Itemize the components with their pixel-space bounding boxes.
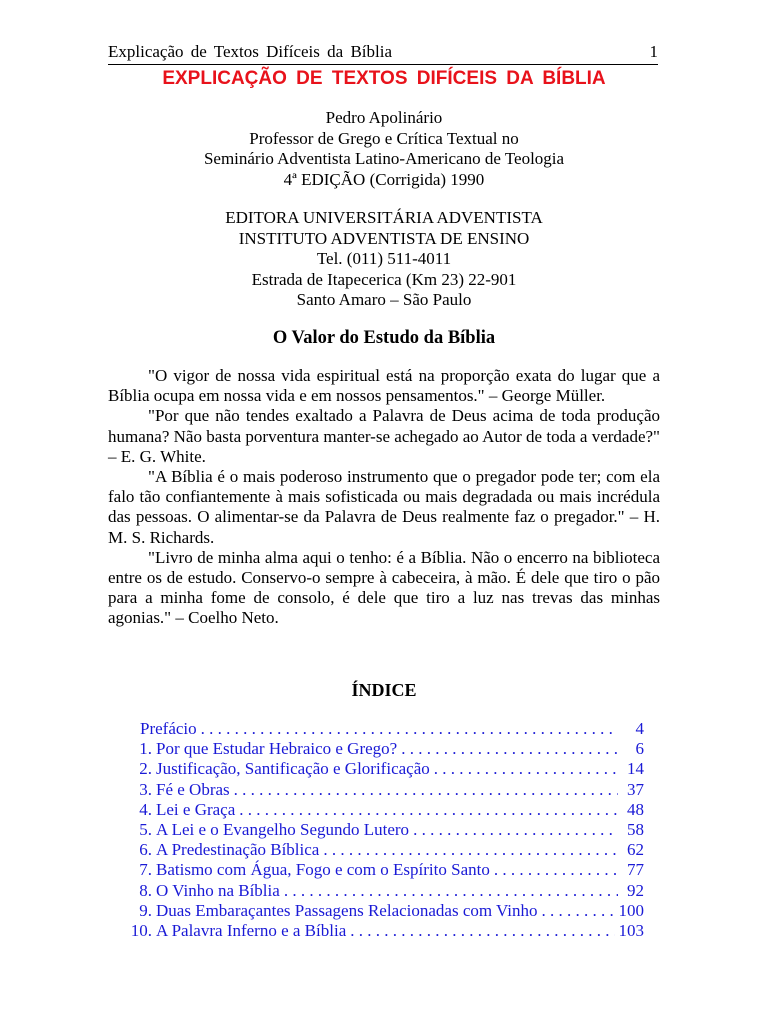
toc-entry-label: Lei e Graça [156, 799, 236, 819]
toc-entry-number: 2. [139, 759, 152, 779]
toc-leader-dots [323, 840, 618, 860]
toc-entry-number: 3. [139, 779, 152, 799]
toc-entry-page: 100 [618, 900, 644, 920]
institute-name: INSTITUTO ADVENTISTA DE ENSINO [238, 228, 530, 248]
toc-entry-prefacio[interactable] [128, 719, 644, 739]
author-block [0, 108, 768, 190]
toc-entry-page: 48 [627, 799, 644, 819]
toc-entry-number: 8. [139, 880, 152, 900]
toc-entry-10[interactable] [128, 921, 644, 941]
publisher-phone: Tel. (011) 511-4011 [316, 249, 452, 268]
author-institution: Seminário Adventista Latino-Americano de Teologia [203, 149, 565, 168]
author-name: Pedro Apolinário [325, 108, 443, 127]
toc-entry-page: 103 [618, 920, 644, 940]
toc-entry-page: 4 [635, 719, 644, 738]
toc-entry-label: A Lei e o Evangelho Segundo Lutero [156, 819, 410, 839]
toc-entry-page: 62 [627, 840, 644, 860]
toc-entry-page: 14 [627, 759, 644, 779]
toc-entry-label: A Palavra Inferno e a Bíblia [156, 920, 347, 940]
author-position: Professor de Grego e Crítica Textual no [249, 128, 519, 148]
toc-entry-3[interactable] [128, 780, 644, 800]
toc-entry-5[interactable] [128, 820, 644, 840]
index-title: ÍNDICE [351, 680, 417, 700]
quote-paragraph: "O vigor de nossa vida espiritual está na proporção exata do lugar que a Bíblia ocupa em nossa vida e em nossos pensamentos." – George Müller. [108, 366, 660, 406]
toc-leader-dots [413, 820, 618, 840]
toc-leader-dots [234, 780, 618, 800]
quotes-section [108, 366, 660, 629]
toc-entry-9[interactable] [128, 901, 644, 921]
quote-paragraph: "Por que não tendes exaltado a Palavra de Deus acima de toda produção humana? Não basta porventura manter-se achegado ao Autor de toda a verdade?" – E. G. White. [108, 406, 660, 466]
toc-entry-number: 7. [139, 860, 152, 880]
toc-entry-label: Duas Embaraçantes Passagens Relacionadas com Vinho [156, 900, 538, 920]
toc-leader-dots [542, 901, 615, 921]
toc-entry-number: 6. [139, 840, 152, 860]
toc-entry-1[interactable] [128, 739, 644, 759]
quote-paragraph: "Livro de minha alma aqui o tenho: é a Bíblia. Não o encerro na biblioteca entre os de estudo. Conservo-o sempre à cabeceira, à mão. É dele que tiro o pão para a minha fome de consolo, é dele que tiro a luz nas trevas das minhas agonias." – Coelho Neto. [108, 547, 660, 628]
running-header-title: Explicação de Textos Difíceis da Bíblia [108, 42, 392, 61]
toc-entry-2[interactable] [128, 759, 644, 779]
table-of-contents [128, 719, 644, 941]
toc-entry-label: O Vinho na Bíblia [156, 880, 280, 900]
toc-entry-page: 58 [627, 819, 644, 839]
toc-entry-8[interactable] [128, 881, 644, 901]
toc-leader-dots [434, 759, 618, 779]
toc-entry-page: 77 [627, 860, 644, 880]
toc-entry-label: Justificação, Santificação e Glorificação [156, 759, 430, 779]
toc-entry-page: 92 [627, 880, 644, 900]
toc-entry-label: Batismo com Água, Fogo e com o Espírito Santo [156, 860, 490, 880]
toc-leader-dots [201, 719, 618, 739]
toc-leader-dots [350, 921, 614, 941]
toc-leader-dots [494, 860, 618, 880]
publisher-name: EDITORA UNIVERSITÁRIA ADVENTISTA [225, 208, 543, 227]
toc-entry-6[interactable] [128, 840, 644, 860]
toc-entry-number: 1. [139, 739, 152, 759]
toc-entry-number: 4. [139, 799, 152, 819]
quote-paragraph: "A Bíblia é o mais poderoso instrumento que o pregador pode ter; com ela falo tão confiantemente à mais sofisticada ou mais degradada ou mais incrédula das pessoas. O alimentar-se da Palavra de Deus realmente faz o pregador." – H. M. S. Richards. [108, 467, 660, 547]
page-number: 1 [649, 42, 658, 61]
toc-entry-label: Fé e Obras [156, 779, 230, 799]
toc-entry-page: 37 [627, 779, 644, 799]
publisher-block [0, 208, 768, 311]
publisher-address: Estrada de Itapecerica (Km 23) 22-901 [251, 269, 517, 289]
toc-leader-dots [239, 800, 618, 820]
book-title: EXPLICAÇÃO DE TEXTOS DIFÍCEIS DA BÍBLIA [162, 68, 606, 89]
toc-entry-number: 9. [139, 900, 152, 920]
toc-entry-7[interactable] [128, 860, 644, 880]
toc-leader-dots [401, 739, 618, 759]
toc-entry-label: A Predestinação Bíblica [156, 840, 320, 860]
publisher-city: Santo Amaro – São Paulo [296, 290, 472, 309]
edition: 4ª EDIÇÃO (Corrigida) 1990 [283, 169, 485, 189]
section-title: O Valor do Estudo da Bíblia [272, 328, 496, 348]
running-header [108, 42, 658, 65]
toc-entry-label: Prefácio [140, 719, 197, 738]
toc-entry-4[interactable] [128, 800, 644, 820]
toc-leader-dots [284, 881, 618, 901]
toc-entry-number: 5. [139, 819, 152, 839]
toc-entry-label: Por que Estudar Hebraico e Grego? [156, 739, 398, 759]
toc-entry-number: 10. [130, 920, 152, 940]
toc-entry-page: 6 [635, 739, 644, 759]
